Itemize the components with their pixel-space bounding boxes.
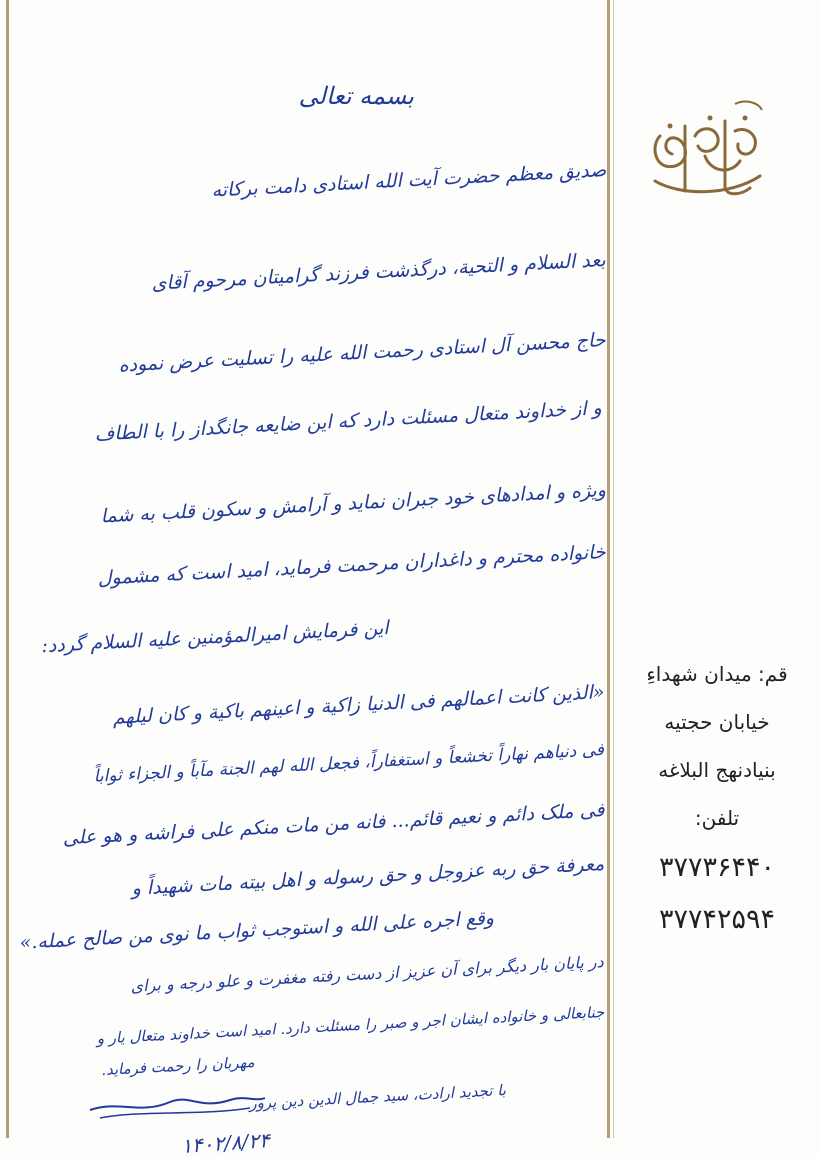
letter-line: خانواده محترم و داغداران مرحمت فرماید، امید است که مشمول	[97, 541, 607, 590]
left-border-rule	[6, 0, 9, 1138]
phone-number-2: ۳۷۷۴۲۵۹۴	[658, 904, 775, 935]
letter-line: این فرمایش امیرالمؤمنین علیه السلام گردد:	[40, 617, 389, 658]
sidebar-address	[622, 650, 812, 946]
address-line-2: خیابان حجتیه	[664, 710, 770, 734]
right-border-rule	[607, 0, 610, 1138]
phone-number-1: ۳۷۷۳۶۴۴۰	[658, 852, 775, 883]
address-line-1: قم: میدان شهداءِ	[646, 662, 788, 686]
letter-date: ۱۴۰۲/۸/۲۴	[180, 1128, 271, 1158]
letter-heading: بسمه تعالی	[298, 82, 414, 110]
signature-scribble-icon	[80, 1080, 280, 1130]
letter-line: حاج محسن آل استادی رحمت الله علیه را تسلیت عرض نموده	[118, 329, 607, 377]
address-line-3: بنیادنهج البلاغه	[658, 758, 776, 782]
letter-line: وقع اجره علی الله و استوجب ثواب ما نوی من صالح عمله.»	[19, 907, 495, 954]
right-border-inner-rule	[613, 0, 614, 1138]
letter-line: جنابعالی و خانواده ایشان اجر و صبر را مسئلت دارد. امید است خداوند متعال یار و	[95, 1003, 605, 1048]
letter-line: معرفة حق ربه عزوجل و حق رسوله و اهل بیته مات شهیداً و	[130, 853, 605, 900]
letter-line: بعد السلام و التحیة، درگذشت فرزند گرامیتان مرحوم آقای	[151, 249, 607, 295]
letter-line: مهربان را رحمت فرماید.	[100, 1053, 255, 1080]
letter-line: فی دنیاهم نهاراً تخشعاً و استغفاراً، فجعل الله لهم الجنة مآباً و الجزاء ثواباً	[93, 740, 605, 787]
letter-line: فی ملک دائم و نعیم قائم... فانه من مات منکم علی فراشه و هو علی	[61, 799, 605, 850]
signature-name: با تجدید ارادت، سید جمال الدین دین پرور	[248, 1081, 507, 1113]
letter-line: و از خداوند متعال مسئلت دارد که این ضایعه جانگداز را با الطاف	[94, 397, 603, 446]
letter-line: صدیق معظم حضرت آیت الله استادی دامت برکاته	[210, 159, 607, 202]
letter-line: «الذین کانت اعمالهم فی الدنیا زاکیة و اعینهم باکیة و کان لیلهم	[111, 681, 605, 729]
letter-line: در پایان بار دیگر برای آن عزیز از دست رفته مغفرت و علو درجه و برای	[130, 952, 605, 996]
letter-body	[19, 60, 607, 1158]
phone-label: تلفن:	[694, 806, 740, 830]
foundation-logo-icon	[640, 96, 770, 208]
letter-line: ویژه و امدادهای خود جبران نماید و آرامش و سکون قلب به شما	[100, 479, 607, 528]
